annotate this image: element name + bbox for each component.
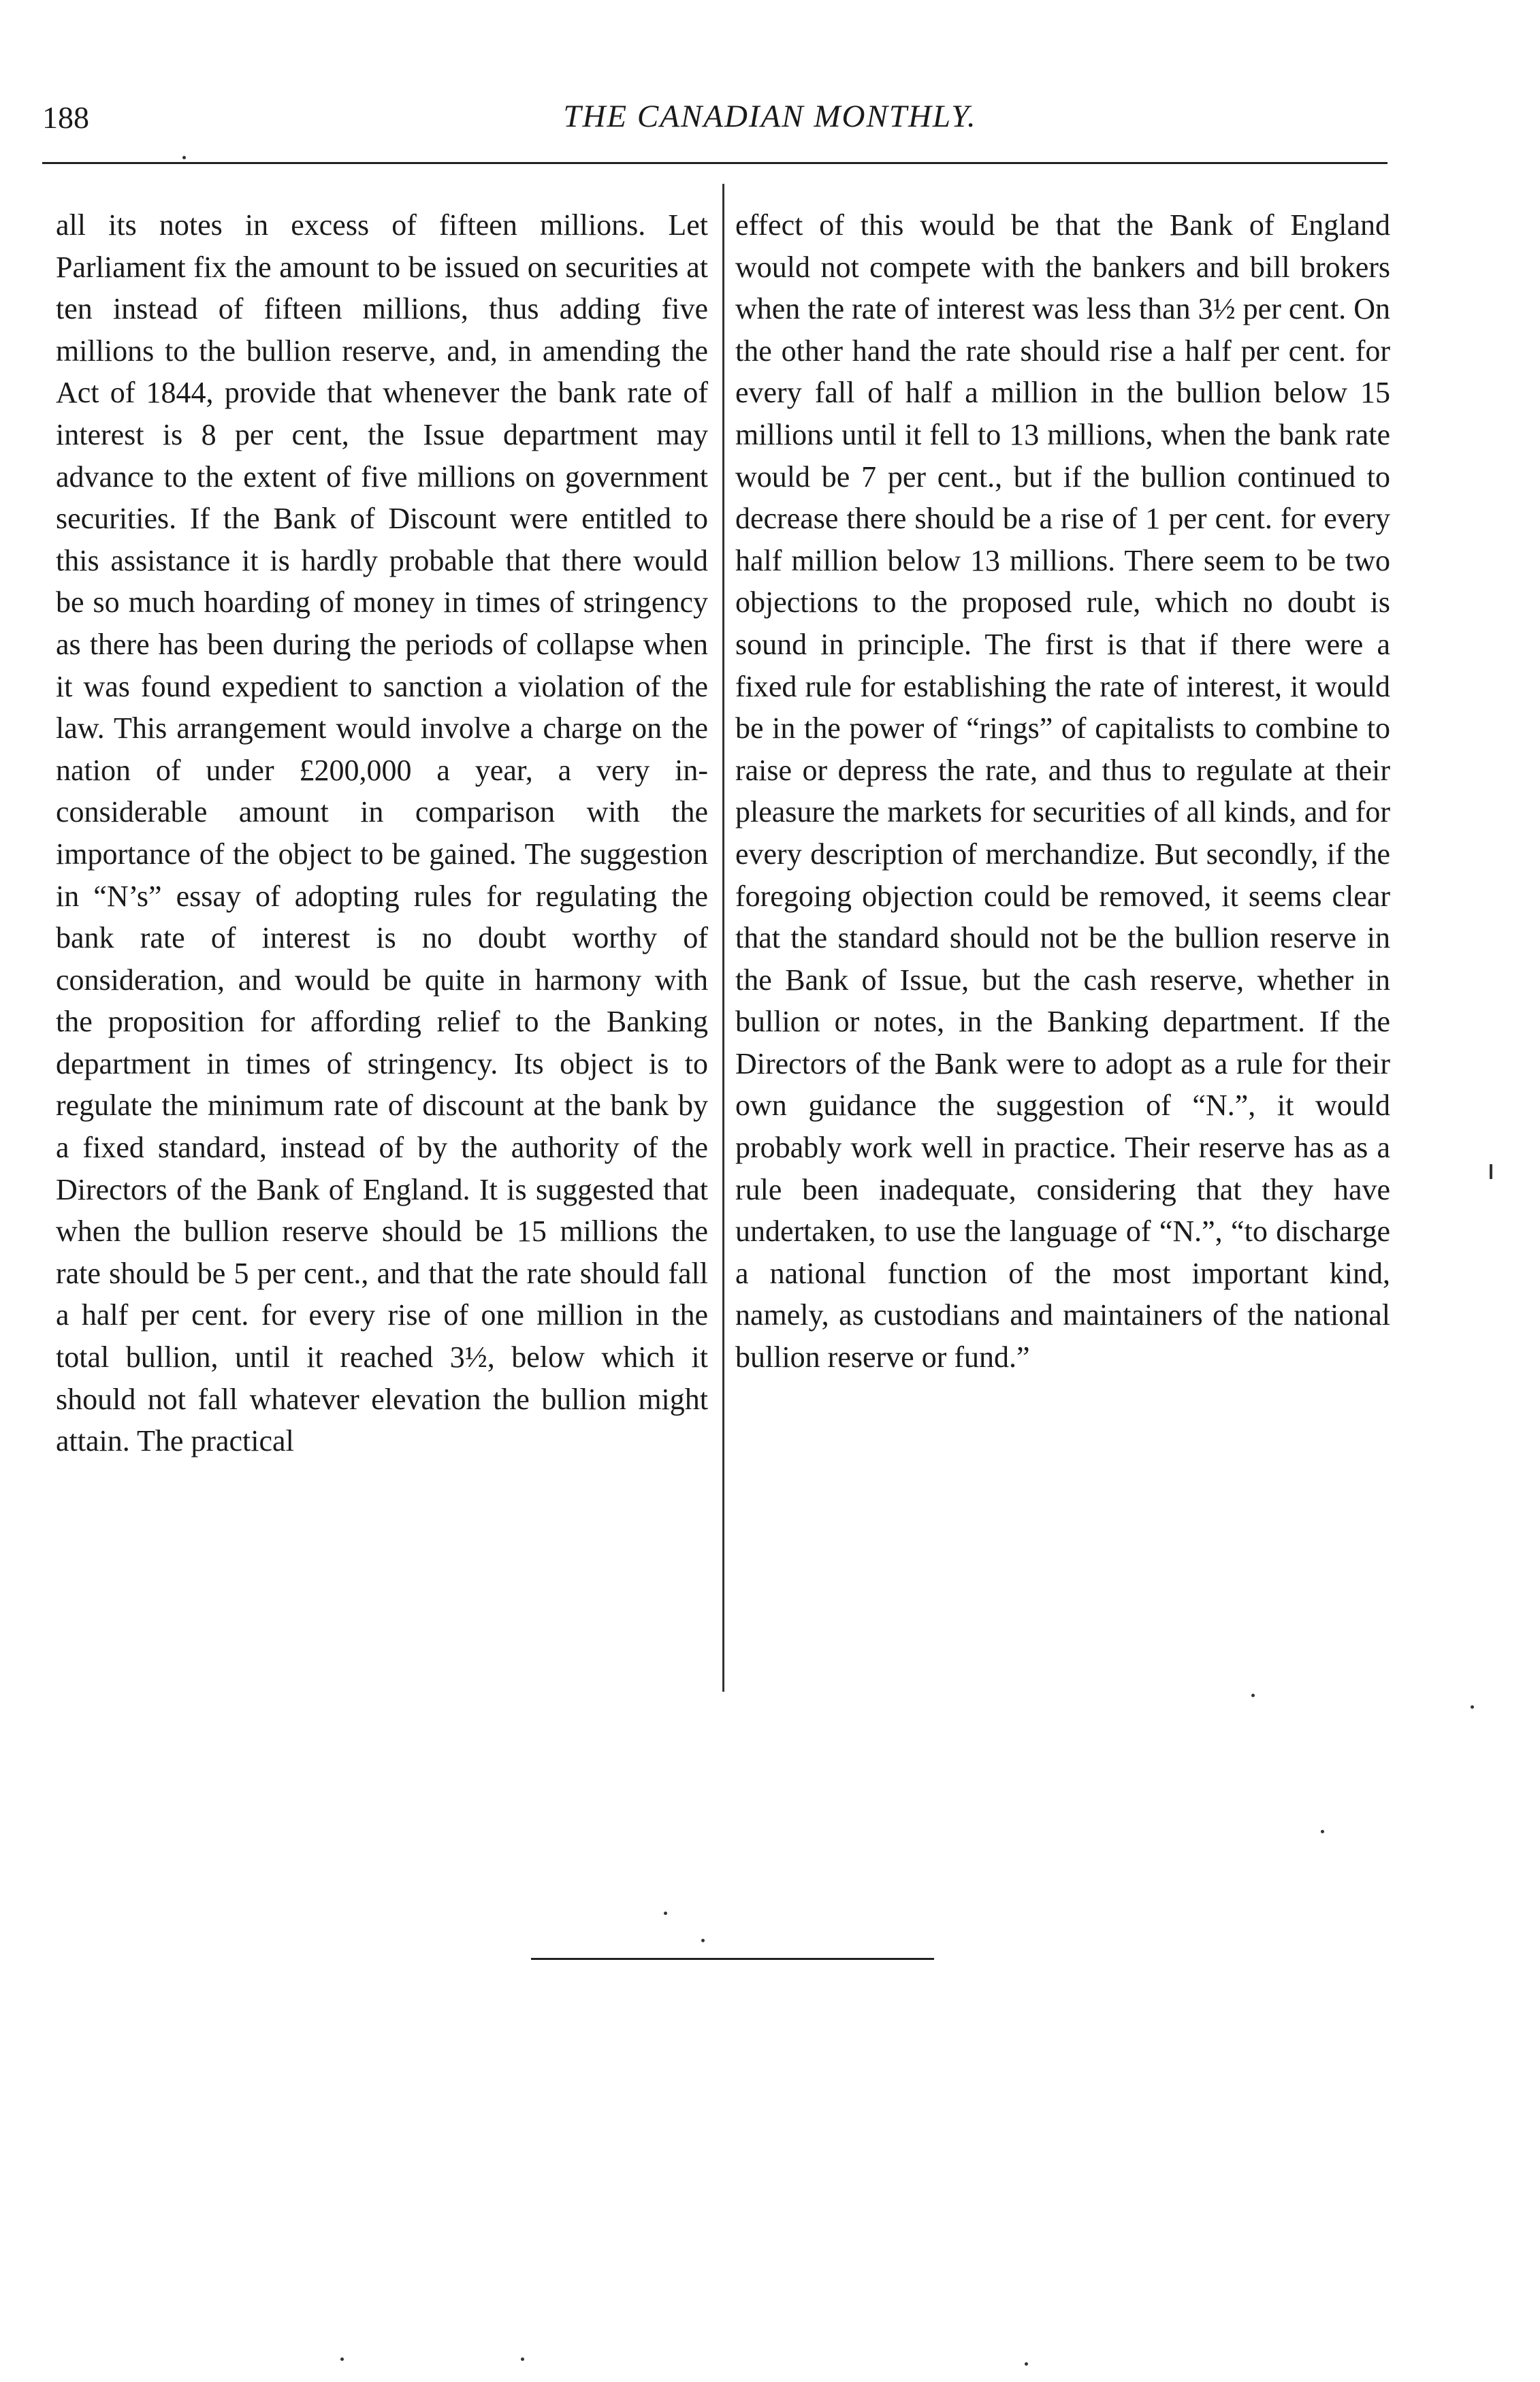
print-speck [1321, 1830, 1324, 1833]
print-speck [664, 1912, 667, 1915]
column-divider [722, 184, 724, 1692]
print-speck [1025, 2362, 1028, 2366]
right-column [735, 204, 1390, 1379]
running-title: THE CANADIAN MONTHLY. [563, 99, 977, 134]
left-column [56, 204, 708, 1462]
print-speck [1251, 1694, 1255, 1697]
print-speck [182, 156, 186, 159]
print-speck [521, 2357, 524, 2361]
print-speck [701, 1939, 705, 1942]
print-speck [1471, 1705, 1474, 1709]
end-rule [531, 1958, 934, 1960]
right-column-text: effect of this would be that the Bank of England would not compete with the bankers and bill brokers when the rate of interest was less than 3½ per cent. On the other hand the rate should rise a half per cent. for every fall of half a million in the bullion below 15 millions until it fell to 13 millions, when the bank rate would be 7 per cent., but if the bullion continued to decrease there should be a rise of 1 per cent. for every half million below 13 millions. There seem to be two objections to the proposed rule, which no doubt is sound in principle. The first is that if there were a fixed rule for establishing the rate of interest, it would be in the power of “rings” of capitalists to combine to raise or depress the rate, and thus to regulate at their pleasure the markets for securities of all kinds, and for every description of merchandize. But secondly, if the foregoing objection could be removed, it seems clear that the standard should not be the bullion reserve in the Bank of Issue, but the cash reserve, whether in bullion or notes, in the Banking department. If the Directors of the Bank were to adopt as a rule for their own guidance the suggestion of “N.”, it would probably work well in practice. Their reserve has as a rule been inadequate, considering that they have undertaken, to use the language of “N.”, “to discharge a national function of the most important kind, namely, as custodians and maintainers of the national bullion reserve or fund.” [735, 208, 1390, 1374]
print-speck [1490, 1164, 1492, 1179]
left-column-text: all its notes in excess of fifteen millions. Let Parliament fix the amount to be issued on securities at ten instead of fifteen millions, thus adding five millions to the bullion reserve, and, in amending the Act of 1844, provide that whenever the bank rate of interest is 8 per cent, the Issue department may advance to the extent of five millions on government securities. If the Bank of Discount were entitled to this assistance it is hardly probable that there would be so much hoarding of money in times of stringency as there has been during the periods of collapse when it was found expedient to sanction a violation of the law. This arrangement would involve a charge on the nation of under £200,000 a year, a very inconsiderable amount in comparison with the importance of the object to be gained. The suggestion in “N’s” essay of adopting rules for regulating the bank rate of interest is no doubt worthy of consideration, and would be quite in harmony with the proposition for affording relief to the Banking department in times of stringency. Its object is to regulate the minimum rate of discount at the bank by a fixed standard, instead of by the authority of the Directors of the Bank of England. It is suggested that when the bullion reserve should be 15 millions the rate should be 5 per cent., and that the rate should fall a half per cent. for every rise of one million in the total bullion, until it reached 3½, below which it should not fall whatever elevation the bullion might attain. The practical [56, 208, 708, 1458]
print-speck [340, 2357, 344, 2361]
page-number: 188 [42, 100, 89, 135]
header-rule [42, 162, 1387, 164]
